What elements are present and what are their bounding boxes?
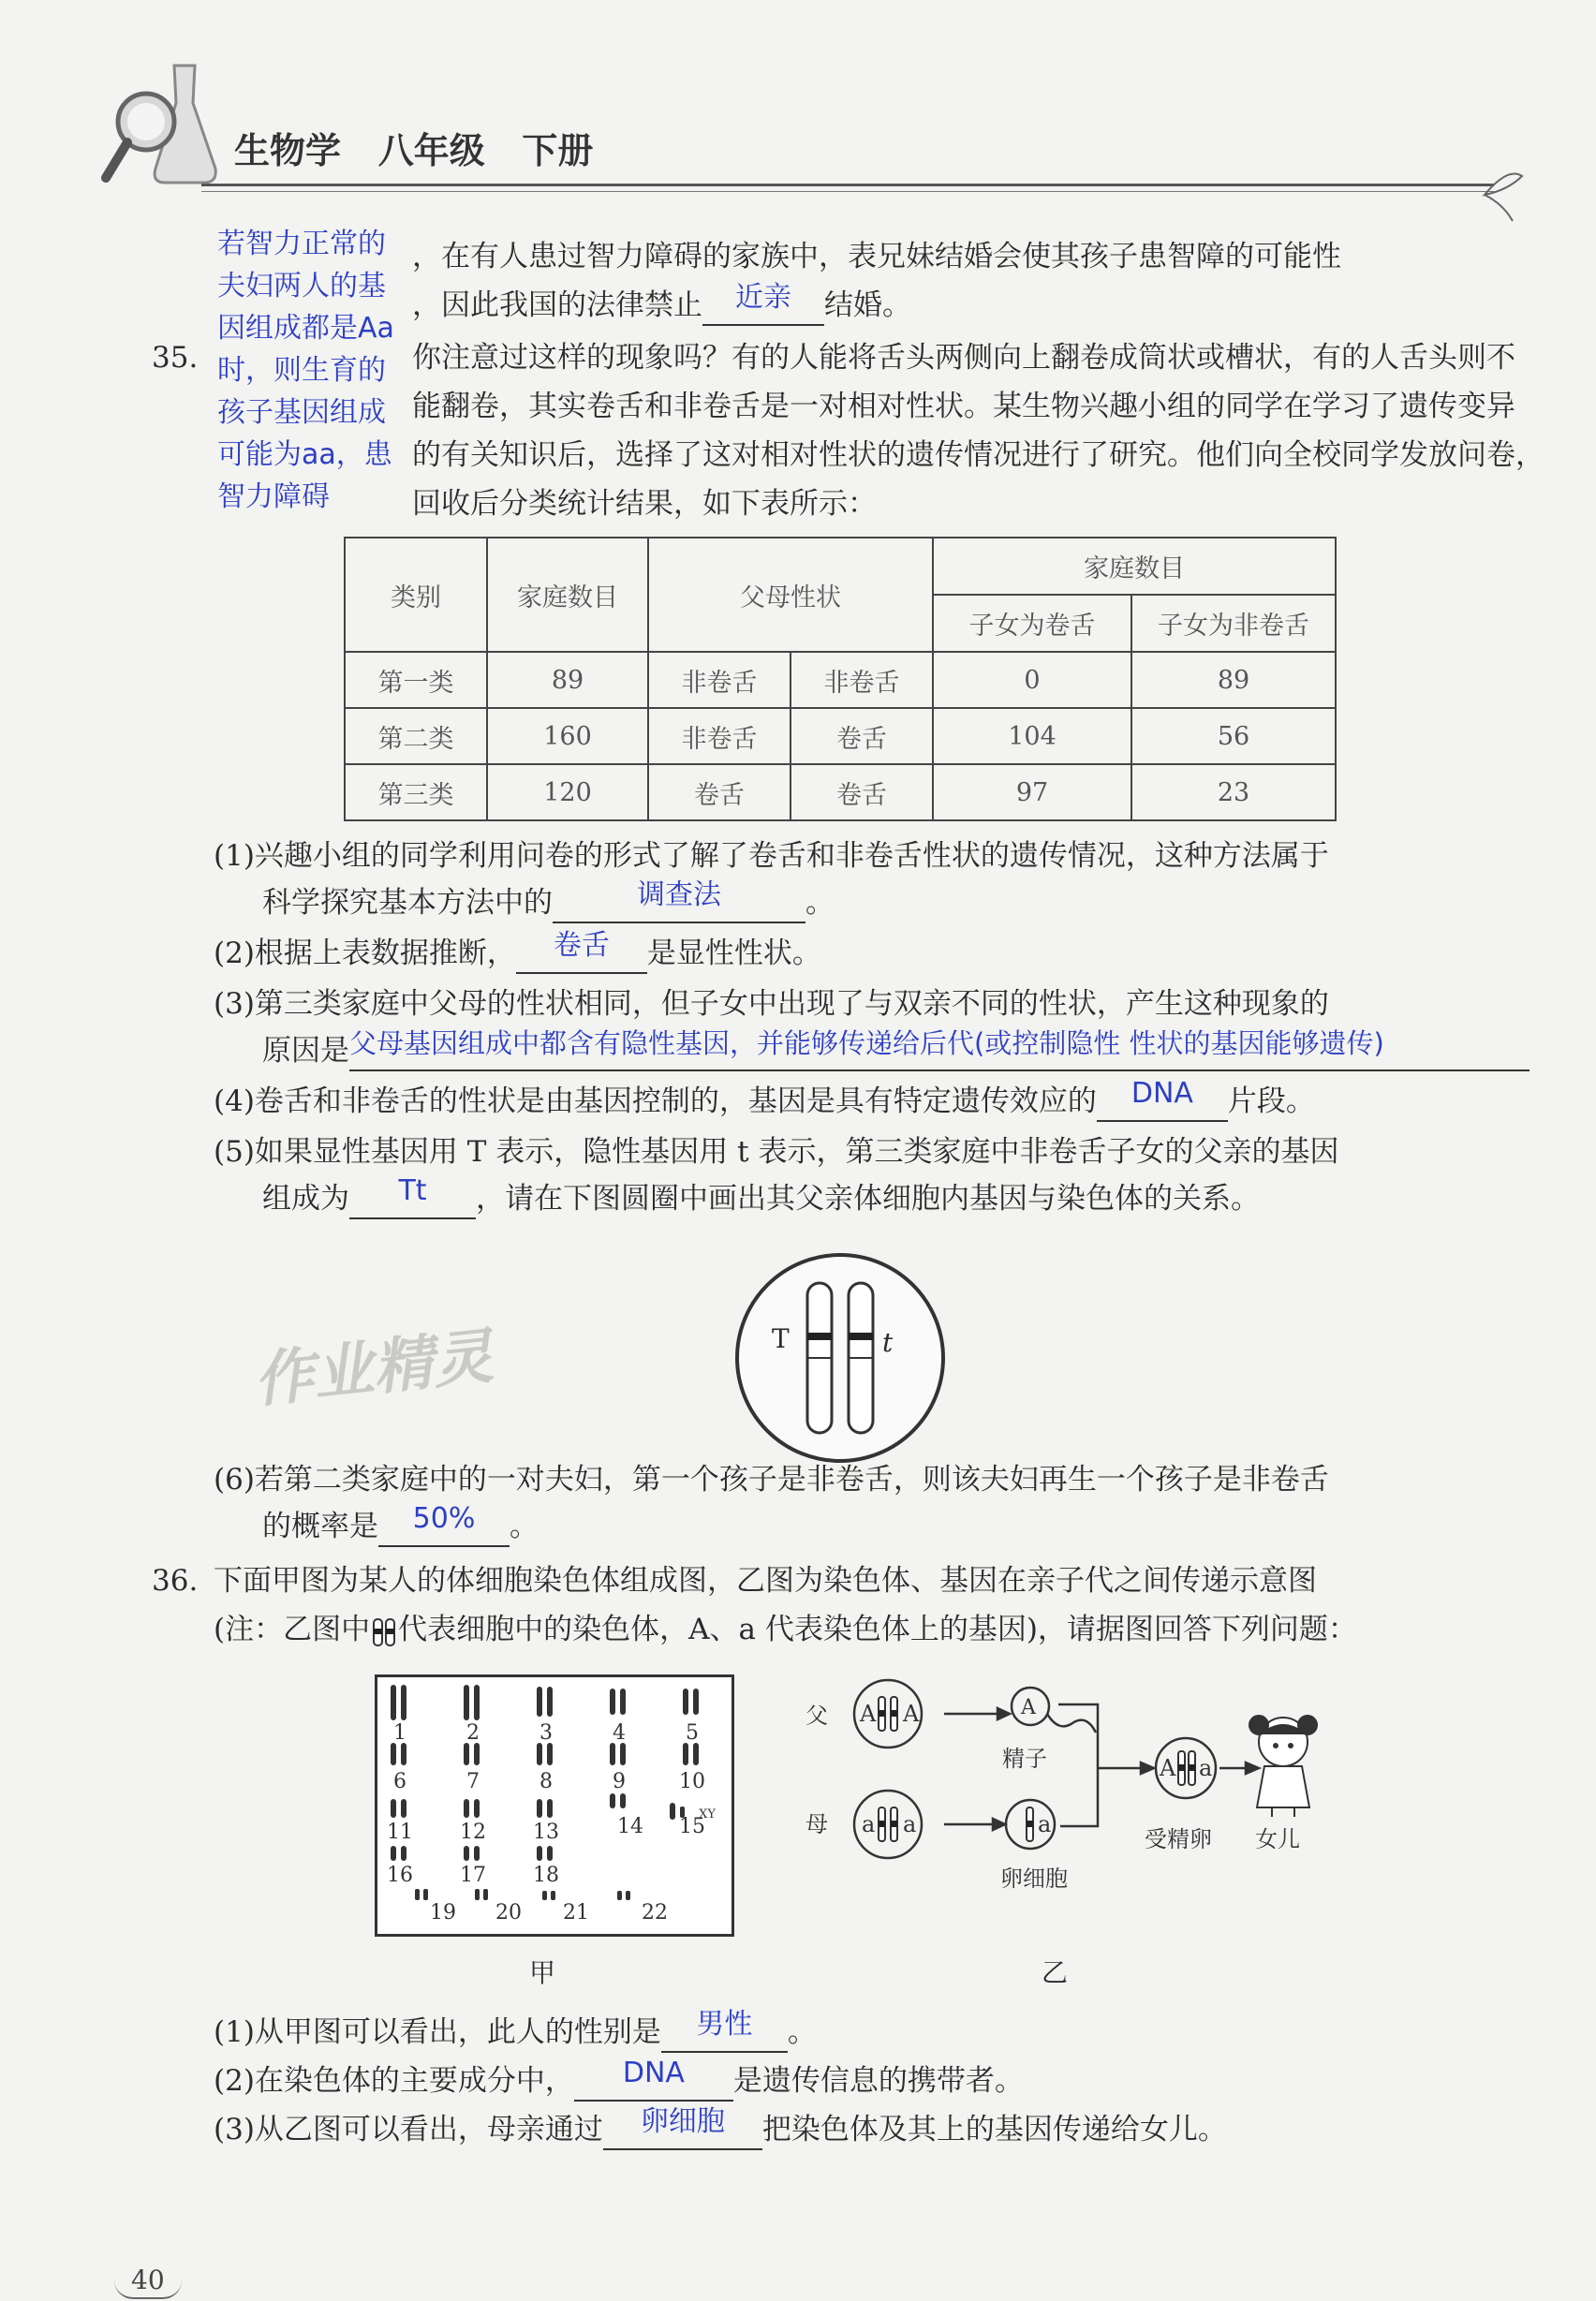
table-header: 子女为卷舌 — [933, 595, 1131, 652]
karyotype-number: 10 — [679, 1770, 705, 1793]
table-header: 家庭数目 — [933, 538, 1336, 595]
question-line: 下面甲图为某人的体细胞染色体组成图，乙图为染色体、基因在亲子代之间传递示意图 — [214, 1564, 1317, 1598]
sub-question — [214, 2105, 1227, 2150]
karyotype-number: 4 — [613, 1721, 626, 1745]
margin-note-line: 可能为aa，患 — [217, 438, 392, 471]
karyotype-number: 19 — [430, 1901, 456, 1925]
daughter-label: 女儿 — [1255, 1826, 1300, 1852]
table-cell: 非卷舌 — [791, 652, 933, 708]
handwritten-answer: DNA — [622, 2057, 685, 2089]
question-line — [214, 1609, 1357, 1650]
karyotype-number: 8 — [539, 1770, 553, 1793]
table-row — [345, 652, 1336, 708]
sub-question — [262, 1174, 1260, 1219]
karyotype-chromosomes — [377, 1677, 732, 1934]
survey-table — [344, 537, 1337, 821]
table-row — [345, 764, 1336, 820]
answer-blank — [603, 2105, 762, 2150]
answer-blank — [574, 2057, 733, 2102]
sub-question-text: 是遗传信息的携带者。 — [732, 2064, 1024, 2098]
sub-question: (5)如果显性基因用 T 表示，隐性基因用 t 表示，第三类家庭中非卷舌子女的父亲的基因 — [214, 1135, 1339, 1169]
sub-question-text: 。 — [510, 1510, 539, 1543]
table-cell: 56 — [1131, 708, 1336, 764]
karyotype-number: 14 — [617, 1815, 643, 1838]
table-cell: 第三类 — [345, 764, 487, 820]
handwritten-answer: Tt — [398, 1174, 427, 1207]
margin-note-line: 智力障碍 — [217, 480, 330, 513]
margin-note-line: 时，则生育的 — [217, 354, 386, 387]
sub-question-text: 组成为 — [262, 1182, 349, 1216]
gene-a-label: a — [862, 1811, 876, 1837]
question-text: 代表细胞中的染色体，A、a 代表染色体上的基因)，请据图回答下列问题： — [398, 1613, 1357, 1646]
page-number: 40 — [131, 2264, 165, 2295]
karyotype-number: 18 — [533, 1864, 559, 1887]
answer-blank — [1097, 1077, 1228, 1122]
table-cell: 89 — [1131, 652, 1336, 708]
table-cell: 非卷舌 — [648, 652, 791, 708]
zygote-label: 受精卵 — [1145, 1826, 1212, 1852]
question-line: 能翻卷，其实卷舌和非卷舌是一对相对性状。某生物兴趣小组的同学在学习了遗传变异 — [412, 390, 1515, 423]
egg-label: 卵细胞 — [1000, 1866, 1068, 1892]
sub-question — [214, 2057, 1024, 2102]
header-leaf-icon — [1480, 167, 1527, 227]
sub-question-text: (2)在染色体的主要成分中， — [214, 2064, 574, 2098]
handwritten-answer: DNA — [1130, 1077, 1193, 1110]
answer-blank — [516, 929, 647, 974]
karyotype-number: 1 — [393, 1721, 406, 1745]
mother-label: 母 — [805, 1811, 828, 1837]
gene-label-T: T — [772, 1323, 790, 1354]
karyotype-number: 3 — [539, 1721, 553, 1745]
answer-blank — [349, 1027, 1530, 1071]
sub-question-text: (4)卷舌和非卷舌的性状是由基因控制的，基因是具有特定遗传效应的 — [214, 1084, 1097, 1118]
gene-a-label: a — [1199, 1755, 1213, 1781]
question-number: 36. — [152, 1564, 199, 1598]
handwritten-answer: 近亲 — [735, 281, 791, 314]
intro-text: 结婚。 — [824, 288, 911, 322]
father-label: 父 — [805, 1703, 828, 1729]
karyotype-number: 13 — [533, 1821, 559, 1844]
sub-question — [214, 1077, 1315, 1122]
sub-question-text: 。 — [787, 2015, 817, 2049]
karyotype-number: 12 — [460, 1821, 486, 1844]
watermark: 作业精灵 — [250, 1321, 496, 1417]
sex-chromosome-label: XY — [699, 1807, 716, 1822]
sub-question — [262, 878, 835, 923]
sub-question-text: 。 — [805, 886, 835, 920]
sub-question — [262, 1027, 1530, 1071]
table-cell: 104 — [933, 708, 1131, 764]
sub-question: (1)兴趣小组的同学利用问卷的形式了解了卷舌和非卷舌性状的遗传情况，这种方法属于 — [214, 839, 1329, 873]
table-cell: 非卷舌 — [648, 708, 791, 764]
sub-question — [214, 929, 821, 974]
karyotype-number: 15 — [679, 1815, 705, 1838]
intro-text: ，在有人患过智力障碍的家族中，表兄妹结婚会使其孩子患智障的可能性 — [412, 240, 1341, 273]
chromosome-symbol-icon — [370, 1617, 398, 1645]
table-cell: 23 — [1131, 764, 1336, 820]
table-cell: 0 — [933, 652, 1131, 708]
table-cell: 卷舌 — [791, 708, 933, 764]
gene-A-label: A — [860, 1701, 877, 1727]
answer-blank — [378, 1502, 510, 1547]
gene-A-label: A — [1160, 1755, 1176, 1781]
table-header: 类别 — [345, 538, 487, 652]
table-header: 父母性状 — [648, 538, 933, 652]
intro-line-1 — [412, 236, 1341, 277]
header-rule-thin — [201, 191, 1494, 192]
gene-a-label: a — [1038, 1811, 1052, 1837]
table-cell: 卷舌 — [648, 764, 791, 820]
sub-question-text: 是显性性状。 — [646, 937, 821, 970]
table-cell: 97 — [933, 764, 1131, 820]
karyotype-number: 21 — [563, 1901, 589, 1925]
karyotype-number: 5 — [686, 1721, 699, 1745]
sub-question-text: (2)根据上表数据推断， — [214, 937, 516, 970]
karyotype-number: 2 — [466, 1721, 480, 1745]
sub-question-text: ，请在下图圆圈中画出其父亲体细胞内基因与染色体的关系。 — [476, 1182, 1260, 1216]
sub-question-text: 科学探究基本方法中的 — [262, 886, 553, 920]
question-text: (注：乙图中 — [214, 1613, 371, 1646]
sub-question-text: 的概率是 — [262, 1510, 378, 1543]
karyotype-number: 22 — [642, 1901, 668, 1925]
page-number-ornament — [114, 2280, 182, 2299]
table-header: 子女为非卷舌 — [1131, 595, 1336, 652]
margin-note-line: 夫妇两人的基 — [217, 270, 386, 302]
handwritten-answer: 50% — [412, 1502, 476, 1535]
figure-caption: 乙 — [1042, 1957, 1069, 1988]
sperm-label: 精子 — [1002, 1746, 1047, 1772]
sub-question-text: 把染色体及其上的基因传递给女儿。 — [761, 2113, 1227, 2146]
handwritten-answer: 调查法 — [637, 878, 721, 911]
girl-icon — [1249, 1716, 1317, 1817]
handwritten-answer: 卷舌 — [553, 929, 610, 962]
question-line: 的有关知识后，选择了这对相对性状的遗传情况进行了研究。他们向全校同学发放问卷， — [412, 438, 1544, 472]
question-line: 你注意过这样的现象吗？有的人能将舌头两侧向上翻卷成筒状或槽状，有的人舌头则不 — [412, 341, 1515, 375]
header-rule — [201, 184, 1494, 186]
sub-question — [262, 1502, 539, 1547]
karyotype-number: 6 — [393, 1770, 406, 1793]
gene-a-label: a — [903, 1811, 917, 1837]
sub-question: (6)若第二类家庭中的一对夫妇，第一个孩子是非卷舌，则该夫妇再生一个孩子是非卷舌 — [214, 1463, 1329, 1497]
question-number: 35. — [152, 341, 199, 375]
handwritten-answer: 卵细胞 — [640, 2105, 725, 2138]
karyotype-number: 17 — [460, 1864, 486, 1887]
sub-question-text: 原因是 — [262, 1034, 349, 1068]
table-row — [345, 708, 1336, 764]
figure-caption: 甲 — [529, 1957, 556, 1988]
table-cell: 120 — [487, 764, 648, 820]
table-cell: 卷舌 — [791, 764, 933, 820]
table-cell: 89 — [487, 652, 648, 708]
chromosome-circle-diagram — [732, 1250, 948, 1466]
header-logo-icon — [101, 56, 223, 197]
table-header: 家庭数目 — [487, 538, 648, 652]
sub-question-text: 片段。 — [1227, 1084, 1315, 1118]
gene-label-t: t — [882, 1327, 894, 1358]
karyotype-number: 11 — [387, 1821, 413, 1844]
margin-note-line: 孩子基因组成 — [217, 396, 386, 429]
intro-line-2 — [412, 281, 911, 326]
answer-blank — [661, 2008, 788, 2053]
intro-text: ，因此我国的法律禁止 — [412, 288, 702, 322]
sub-question-text: (3)从乙图可以看出，母亲通过 — [214, 2113, 603, 2146]
answer-blank — [553, 878, 805, 923]
karyotype-figure — [375, 1674, 734, 1937]
sub-question — [214, 2008, 817, 2053]
gene-A-label: A — [903, 1701, 920, 1727]
sub-question: (3)第三类家庭中父母的性状相同，但子女中出现了与双亲不同的性状，产生这种现象的 — [214, 987, 1329, 1021]
gene-A-label: A — [1021, 1696, 1036, 1719]
inheritance-diagram — [805, 1676, 1330, 1910]
answer-blank — [702, 281, 824, 326]
handwritten-answer: 男性 — [696, 2008, 753, 2041]
table-cell: 第一类 — [345, 652, 487, 708]
page-title: 生物学 八年级 下册 — [234, 129, 594, 171]
karyotype-number: 9 — [613, 1770, 626, 1793]
margin-note — [217, 223, 414, 518]
margin-note-line: 若智力正常的 — [217, 228, 386, 260]
karyotype-number: 20 — [495, 1901, 522, 1925]
handwritten-answer: 父母基因组成中都含有隐性基因，并能够传递给后代(或控制隐性 性状的基因能够遗传) — [349, 1027, 1384, 1059]
karyotype-number: 16 — [387, 1864, 413, 1887]
question-line: 回收后分类统计结果，如下表所示： — [412, 487, 877, 521]
margin-note-line: 因组成都是Aa — [217, 312, 394, 345]
table-cell: 160 — [487, 708, 648, 764]
karyotype-number: 7 — [466, 1770, 480, 1793]
sub-question-text: (1)从甲图可以看出，此人的性别是 — [214, 2015, 661, 2049]
answer-blank — [349, 1174, 476, 1219]
table-cell: 第二类 — [345, 708, 487, 764]
